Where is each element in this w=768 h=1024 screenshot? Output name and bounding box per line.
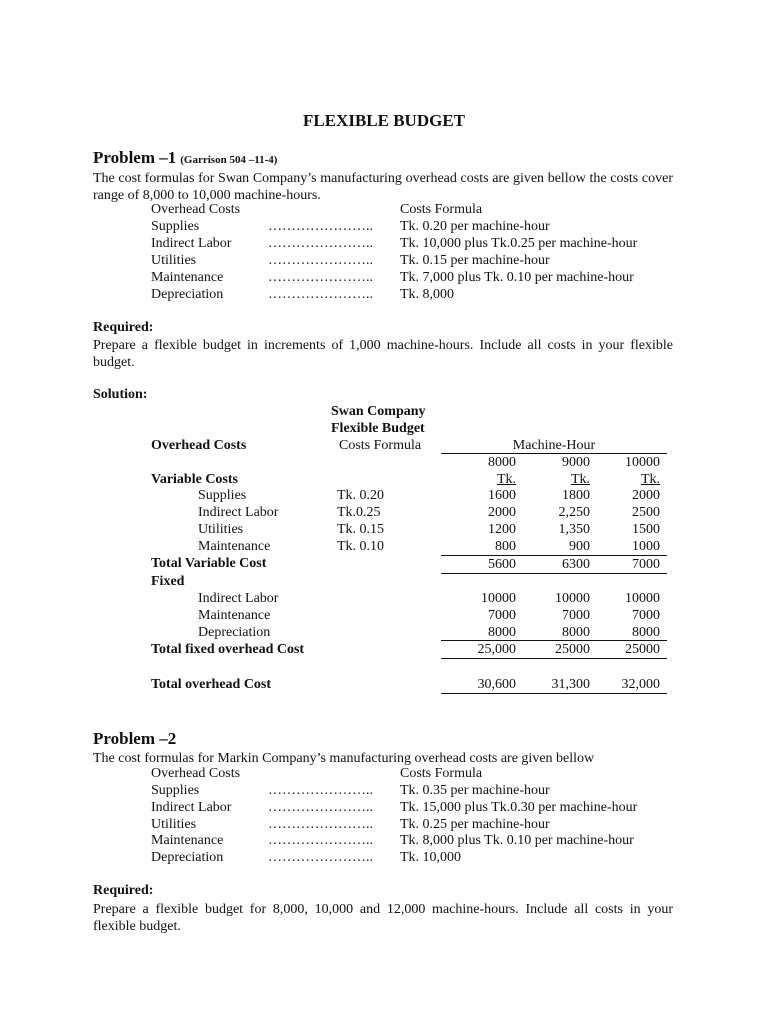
p1-item-formula: Tk. 0.20 per machine-hour — [400, 219, 550, 234]
variable-row-value: 2000 — [632, 488, 660, 503]
total-overhead-value: 31,300 — [551, 677, 590, 692]
p2-item-dots: ………………….. — [268, 833, 373, 848]
p1-item-dots: ………………….. — [268, 236, 373, 251]
total-fixed-value: 25,000 — [477, 642, 516, 657]
fixed-row-value: 8000 — [562, 625, 590, 640]
solution-machine-hour-header: Machine-Hour — [512, 438, 596, 453]
total-overhead-value: 30,600 — [477, 677, 516, 692]
fixed-row-name: Depreciation — [198, 625, 271, 640]
p2-item-name: Indirect Labor — [151, 800, 232, 815]
problem-1-intro: The cost formulas for Swan Company’s manufacturing overhead costs are given bellow the costs cover range of 8,000 to 10,000 machine-hours. — [93, 171, 673, 203]
variable-row-name: Maintenance — [198, 539, 271, 554]
fixed-row-value: 7000 — [562, 608, 590, 623]
solution-costs-formula-header: Costs Formula — [339, 438, 422, 453]
level-header: 10000 — [625, 455, 660, 470]
subtotal-rule — [441, 555, 667, 556]
p2-required-label: Required: — [93, 883, 154, 898]
variable-row-value: 1800 — [562, 488, 590, 503]
variable-row-value: 800 — [495, 539, 516, 554]
variable-row-name: Indirect Labor — [198, 505, 279, 520]
fixed-row-value: 7000 — [632, 608, 660, 623]
total-overhead-value: 32,000 — [621, 677, 660, 692]
p2-item-formula: Tk. 0.35 per machine-hour — [400, 783, 550, 798]
solution-overhead-costs-header: Overhead Costs — [151, 438, 247, 453]
p2-item-formula: Tk. 15,000 plus Tk.0.30 per machine-hour — [400, 800, 638, 815]
p1-item-dots: ………………….. — [268, 253, 373, 268]
total-variable-value: 6300 — [562, 557, 590, 572]
p2-item-dots: ………………….. — [268, 850, 373, 865]
variable-row-value: 1200 — [488, 522, 516, 537]
p1-item-dots: ………………….. — [268, 270, 373, 285]
machine-hour-rule — [441, 453, 667, 454]
p2-item-name: Maintenance — [151, 833, 224, 848]
solution-label: Solution: — [93, 387, 148, 402]
fixed-row-value: 8000 — [632, 625, 660, 640]
p2-item-name: Depreciation — [151, 850, 224, 865]
p1-item-formula: Tk. 10,000 plus Tk.0.25 per machine-hour — [400, 236, 638, 251]
fixed-row-name: Maintenance — [198, 608, 271, 623]
problem-2-intro: The cost formulas for Markin Company’s manufacturing overhead costs are given bellow — [93, 751, 595, 766]
total-variable-label: Total Variable Cost — [151, 556, 267, 571]
p2-item-dots: ………………….. — [268, 800, 373, 815]
total-fixed-rule — [441, 658, 667, 659]
variable-row-formula: Tk. 0.15 — [337, 522, 385, 537]
p1-item-dots: ………………….. — [268, 287, 373, 302]
variable-row-value: 900 — [569, 539, 590, 554]
level-header: 9000 — [562, 455, 590, 470]
total-overhead-label: Total overhead Cost — [151, 677, 272, 692]
p1-item-formula: Tk. 7,000 plus Tk. 0.10 per machine-hour — [400, 270, 634, 285]
fixed-subtotal-rule — [441, 640, 667, 641]
variable-row-formula: Tk.0.25 — [337, 505, 381, 520]
currency-label: Tk. — [640, 472, 660, 487]
fixed-row-value: 8000 — [488, 625, 516, 640]
fixed-row-value: 10000 — [555, 591, 590, 606]
total-fixed-value: 25000 — [555, 642, 590, 657]
variable-row-value: 1600 — [488, 488, 516, 503]
currency-label: Tk. — [496, 472, 516, 487]
total-overhead-rule — [441, 693, 667, 694]
variable-row-value: 2,250 — [558, 505, 590, 520]
total-variable-rule — [441, 573, 667, 574]
p1-header-costs: Overhead Costs — [151, 202, 241, 217]
total-fixed-value: 25000 — [625, 642, 660, 657]
p2-item-dots: ………………….. — [268, 783, 373, 798]
p2-item-formula: Tk. 0.25 per machine-hour — [400, 817, 550, 832]
fixed-row-value: 10000 — [625, 591, 660, 606]
variable-row-value: 1500 — [632, 522, 660, 537]
variable-row-formula: Tk. 0.10 — [337, 539, 385, 554]
p1-item-name: Utilities — [151, 253, 197, 268]
variable-row-name: Supplies — [198, 488, 247, 503]
variable-row-value: 1,350 — [558, 522, 590, 537]
variable-row-value: 2000 — [488, 505, 516, 520]
total-variable-value: 5600 — [488, 557, 516, 572]
level-header: 8000 — [488, 455, 516, 470]
p1-item-name: Maintenance — [151, 270, 224, 285]
p1-item-name: Supplies — [151, 219, 200, 234]
total-fixed-label: Total fixed overhead Cost — [151, 642, 305, 657]
solution-budget-title: Flexible Budget — [331, 421, 425, 436]
total-variable-value: 7000 — [632, 557, 660, 572]
variable-row-name: Utilities — [198, 522, 244, 537]
currency-label: Tk. — [570, 472, 590, 487]
problem-1-heading: Problem –1 — [93, 148, 177, 167]
p1-required-label: Required: — [93, 320, 154, 335]
problem-2-heading: Problem –2 — [93, 729, 177, 748]
problem-1-reference: (Garrison 504 –11-4) — [180, 154, 278, 166]
p1-item-formula: Tk. 0.15 per machine-hour — [400, 253, 550, 268]
fixed-row-value: 10000 — [481, 591, 516, 606]
p2-header-formula: Costs Formula — [400, 766, 483, 781]
p1-item-name: Indirect Labor — [151, 236, 232, 251]
solution-company: Swan Company — [331, 404, 426, 419]
fixed-row-value: 7000 — [488, 608, 516, 623]
p2-item-formula: Tk. 10,000 — [400, 850, 462, 865]
p2-required-text: Prepare a flexible budget for 8,000, 10,000 and 12,000 machine-hours. Include all costs in your flexible budget. — [93, 902, 673, 934]
p2-header-costs: Overhead Costs — [151, 766, 241, 781]
variable-row-value: 1000 — [632, 539, 660, 554]
problem-1-heading-row — [93, 149, 277, 167]
variable-row-value: 2500 — [632, 505, 660, 520]
p1-item-formula: Tk. 8,000 — [400, 287, 455, 302]
fixed-row-name: Indirect Labor — [198, 591, 279, 606]
fixed-label: Fixed — [151, 574, 185, 589]
p2-item-dots: ………………….. — [268, 817, 373, 832]
p2-item-formula: Tk. 8,000 plus Tk. 0.10 per machine-hour — [400, 833, 634, 848]
p1-header-formula: Costs Formula — [400, 202, 483, 217]
p1-required-text: Prepare a flexible budget in increments of 1,000 machine-hours. Include all costs in your flexible budget. — [93, 338, 673, 370]
p1-item-name: Depreciation — [151, 287, 224, 302]
variable-costs-label: Variable Costs — [151, 472, 238, 487]
page-title: FLEXIBLE BUDGET — [302, 111, 465, 130]
p2-item-name: Utilities — [151, 817, 197, 832]
p2-item-name: Supplies — [151, 783, 200, 798]
p1-item-dots: ………………….. — [268, 219, 373, 234]
variable-row-formula: Tk. 0.20 — [337, 488, 385, 503]
